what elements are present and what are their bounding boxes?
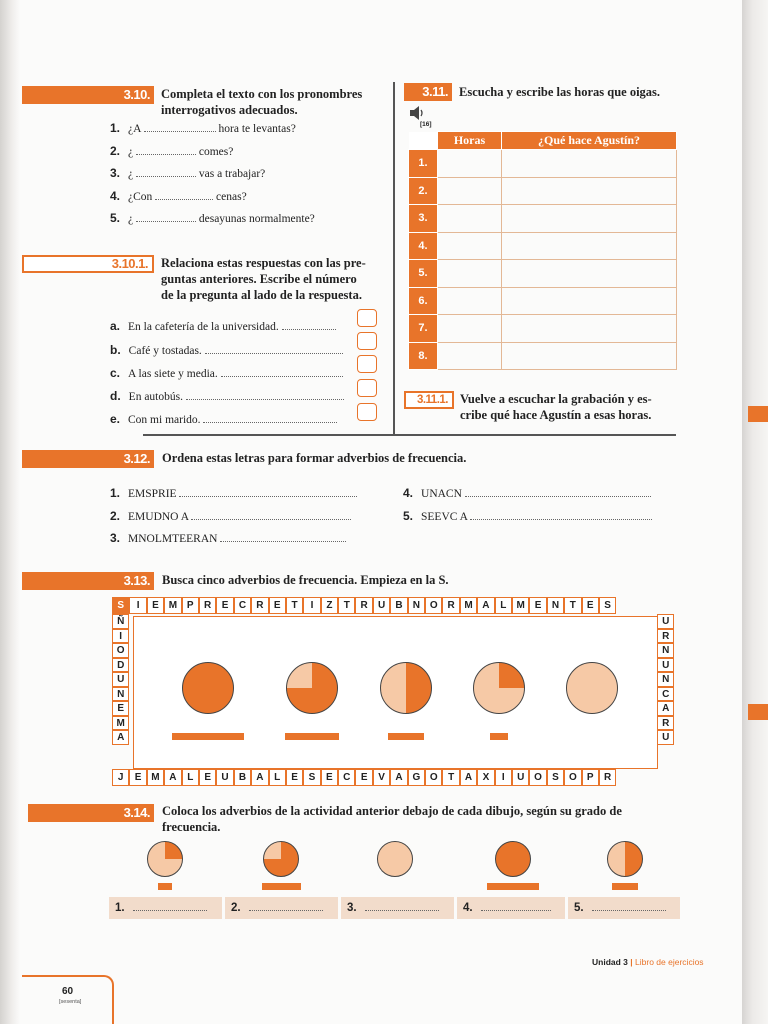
item-suffix: comes?	[198, 146, 234, 158]
wordsearch-letter[interactable]: I	[495, 769, 512, 786]
answer-blank[interactable]	[179, 487, 357, 497]
answer-blank[interactable]	[136, 145, 196, 155]
exercise-number-3-11-1: 3.11.1.	[404, 391, 454, 409]
item-letter: e.	[110, 412, 121, 426]
activity-cell[interactable]	[502, 150, 677, 178]
wordsearch-letter[interactable]: R	[657, 629, 674, 644]
wordsearch-letter[interactable]: N	[408, 597, 425, 614]
wordsearch-letter[interactable]: U	[657, 730, 674, 745]
answer-box[interactable]	[357, 403, 377, 421]
answer-blank[interactable]	[249, 901, 323, 911]
wordsearch-letter[interactable]: R	[442, 597, 459, 614]
running-footer	[592, 957, 704, 967]
item-suffix: cenas?	[216, 191, 247, 203]
frequency-pie-icon	[380, 662, 432, 714]
frequency-pie-icon	[182, 662, 234, 714]
instruction-line: Coloca los adverbios de la actividad anterior debajo de cada dibujo, según su grado de	[162, 804, 622, 818]
instruction-line: de la pregunta al lado de la respuesta.	[161, 288, 362, 302]
wordsearch-letter[interactable]: E	[269, 597, 286, 614]
hour-cell[interactable]	[438, 260, 502, 288]
exercise-number-3-12: 3.12.	[22, 450, 154, 468]
wordsearch-letter[interactable]: T	[338, 597, 355, 614]
wordsearch-letter[interactable]: U	[216, 769, 233, 786]
item-prefix: ¿A	[128, 123, 141, 135]
item-number: 1.	[110, 486, 121, 500]
wordsearch-letter[interactable]: B	[390, 597, 407, 614]
scrambled-word: SEEVC A	[421, 511, 468, 523]
wordsearch-bottom-row	[112, 769, 616, 786]
frequency-pie-icon	[495, 841, 531, 877]
unit-label: Unidad 3	[592, 957, 628, 967]
frequency-pie-icon	[377, 841, 413, 877]
answer-box[interactable]	[357, 309, 377, 327]
wordsearch-letter[interactable]: A	[251, 769, 268, 786]
wordsearch-letter[interactable]: Z	[321, 597, 338, 614]
ex312-item	[403, 509, 652, 523]
track-label: [16]	[420, 121, 432, 128]
item-suffix: hora te levantas?	[218, 123, 296, 135]
wordsearch-letter[interactable]: A	[164, 769, 181, 786]
item-number: 1.	[110, 121, 121, 135]
ex310-item	[110, 121, 296, 135]
wordsearch-letter[interactable]: O	[529, 769, 546, 786]
item-text: A las siete y media.	[128, 368, 218, 380]
item-letter: a.	[110, 319, 121, 333]
answer-box[interactable]	[357, 332, 377, 350]
answer-blank[interactable]	[191, 510, 351, 520]
row-number: 5.	[409, 260, 438, 288]
wordsearch-letter[interactable]: E	[582, 597, 599, 614]
wordsearch-letter[interactable]: U	[657, 614, 674, 629]
row-number: 8.	[409, 342, 438, 370]
scrambled-word: UNACN	[421, 488, 462, 500]
answer-field[interactable]	[341, 897, 454, 919]
edge-tab	[748, 704, 768, 720]
ex3101-item	[110, 412, 337, 426]
item-number: 5.	[403, 509, 414, 523]
page-spine	[0, 0, 20, 1024]
wordsearch-letter[interactable]: O	[112, 643, 129, 658]
wordsearch-letter[interactable]: A	[460, 769, 477, 786]
hour-cell[interactable]	[438, 342, 502, 370]
wordsearch-letter[interactable]: N	[657, 643, 674, 658]
hour-cell[interactable]	[438, 205, 502, 233]
corner-cell	[409, 132, 438, 150]
answer-number: 1.	[115, 902, 125, 914]
item-suffix: desayunas normalmente?	[198, 213, 315, 225]
frequency-pie-icon	[473, 662, 525, 714]
item-suffix: vas a trabajar?	[198, 168, 266, 180]
item-number: 2.	[110, 144, 121, 158]
dot-leader	[282, 320, 336, 330]
item-text: Con mi marido.	[128, 414, 201, 426]
wordsearch-letter[interactable]: E	[147, 597, 164, 614]
wordsearch-letter[interactable]: M	[460, 597, 477, 614]
wordsearch-letter[interactable]: D	[112, 658, 129, 673]
item-number: 3.	[110, 531, 121, 545]
item-number: 5.	[110, 211, 121, 225]
item-prefix: ¿	[128, 146, 134, 158]
wordsearch-letter[interactable]: E	[129, 769, 146, 786]
ex312-item	[403, 486, 651, 500]
exercise-number-3-11: 3.11.	[404, 83, 452, 101]
answer-blank[interactable]	[365, 901, 439, 911]
answer-blank[interactable]	[136, 212, 196, 222]
exercise-3-10-1-instruction	[161, 255, 389, 303]
frequency-pie-icon	[286, 662, 338, 714]
item-text: Café y tostadas.	[128, 345, 202, 357]
ex310-item	[110, 189, 247, 203]
activity-cell[interactable]	[502, 287, 677, 315]
row-number: 3.	[409, 205, 438, 233]
wordsearch-letter[interactable]: O	[425, 769, 442, 786]
wordsearch-letter[interactable]: L	[495, 597, 512, 614]
page-edge	[742, 0, 768, 1024]
activity-cell[interactable]	[502, 205, 677, 233]
wordsearch-letter[interactable]: U	[657, 658, 674, 673]
wordsearch-letter[interactable]: E	[355, 769, 372, 786]
answer-number: 2.	[231, 902, 241, 914]
dot-leader	[221, 367, 343, 377]
column-header-activity: ¿Qué hace Agustín?	[502, 132, 677, 150]
activity-cell[interactable]	[502, 260, 677, 288]
item-number: 4.	[110, 189, 121, 203]
item-letter: b.	[110, 343, 121, 357]
wordsearch-letter[interactable]: M	[164, 597, 181, 614]
frequency-pie-icon	[263, 841, 299, 877]
answer-field[interactable]	[225, 897, 338, 919]
wordsearch-letter[interactable]: O	[425, 597, 442, 614]
hour-cell[interactable]	[438, 315, 502, 343]
instruction-line: cribe qué hace Agustín a esas horas.	[460, 408, 652, 422]
frequency-bar	[262, 883, 301, 890]
answer-blank[interactable]	[470, 510, 652, 520]
answer-field[interactable]	[457, 897, 565, 919]
answer-box[interactable]	[357, 355, 377, 373]
column-header-hours: Horas	[438, 132, 502, 150]
wordsearch-letter[interactable]: X	[477, 769, 494, 786]
footer-separator: |	[630, 957, 633, 967]
dot-leader	[186, 390, 344, 400]
dot-leader	[205, 344, 343, 354]
wordsearch-letter[interactable]: M	[147, 769, 164, 786]
wordsearch-left-column	[112, 614, 129, 745]
frequency-bar	[172, 733, 244, 740]
instruction-line: interrogativos adecuados.	[161, 103, 298, 117]
wordsearch-letter[interactable]: V	[373, 769, 390, 786]
table-row	[409, 177, 677, 205]
page-number: 60	[62, 986, 74, 997]
wordsearch-letter[interactable]: T	[442, 769, 459, 786]
ex310-item	[110, 166, 265, 180]
item-number: 4.	[403, 486, 414, 500]
wordsearch-letter[interactable]: S	[112, 597, 129, 614]
item-letter: c.	[110, 366, 121, 380]
wordsearch-letter[interactable]: M	[112, 716, 129, 731]
wordsearch-letter[interactable]: S	[303, 769, 320, 786]
table-row	[409, 232, 677, 260]
instruction-line: Vuelve a escuchar la grabación y es-	[460, 392, 652, 406]
wordsearch-letter[interactable]: T	[286, 597, 303, 614]
frequency-pie-icon	[147, 841, 183, 877]
item-prefix: ¿Con	[128, 191, 153, 203]
wordsearch-letter[interactable]: U	[112, 672, 129, 687]
exercise-number-3-14: 3.14.	[28, 804, 154, 822]
scrambled-word: EMSPRIE	[128, 488, 177, 500]
item-letter: d.	[110, 389, 121, 403]
wordsearch-letter[interactable]: G	[408, 769, 425, 786]
activity-cell[interactable]	[502, 315, 677, 343]
wordsearch-letter[interactable]: R	[251, 597, 268, 614]
wordsearch-letter[interactable]: S	[547, 769, 564, 786]
ex310-item	[110, 211, 315, 225]
frequency-bar	[388, 733, 424, 740]
answer-number: 5.	[574, 902, 584, 914]
section-divider	[143, 434, 676, 436]
wordsearch-letter[interactable]: B	[234, 769, 251, 786]
frequency-bar	[612, 883, 638, 890]
wordsearch-letter[interactable]: L	[182, 769, 199, 786]
wordsearch-letter[interactable]: I	[129, 597, 146, 614]
wordsearch-letter[interactable]: E	[286, 769, 303, 786]
exercise-3-13-instruction: Busca cinco adverbios de frecuencia. Empieza en la S.	[162, 573, 449, 587]
instruction-line: frecuencia.	[162, 820, 221, 834]
exercise-3-12-instruction: Ordena estas letras para formar adverbios de frecuencia.	[162, 451, 467, 465]
answer-box[interactable]	[357, 379, 377, 397]
frequency-pie-icon	[607, 841, 643, 877]
ex312-item	[110, 509, 351, 523]
book-label: Libro de ejercicios	[635, 957, 704, 967]
activity-cell[interactable]	[502, 177, 677, 205]
page-number-words: [sesenta]	[59, 999, 82, 1005]
wordsearch-letter[interactable]: E	[112, 701, 129, 716]
ex312-item	[110, 486, 357, 500]
frequency-bar	[158, 883, 172, 890]
wordsearch-letter[interactable]: C	[234, 597, 251, 614]
exercise-3-10-instruction	[161, 86, 391, 118]
instruction-line: guntas anteriores. Escribe el número	[161, 272, 357, 286]
wordsearch-letter[interactable]: N	[547, 597, 564, 614]
answer-blank[interactable]	[220, 532, 346, 542]
exercise-number-3-10: 3.10.	[22, 86, 154, 104]
table-row	[409, 150, 677, 178]
item-prefix: ¿	[128, 213, 134, 225]
row-number: 2.	[409, 177, 438, 205]
wordsearch-letter[interactable]: C	[338, 769, 355, 786]
activity-cell[interactable]	[502, 342, 677, 370]
hour-cell[interactable]	[438, 150, 502, 178]
wordsearch-top-row	[112, 597, 616, 614]
scrambled-word: MNOLMTEERAN	[128, 533, 218, 545]
wordsearch-letter[interactable]: S	[599, 597, 616, 614]
answer-field[interactable]	[109, 897, 222, 919]
instruction-line: Completa el texto con los pronombres	[161, 87, 363, 101]
item-text: En la cafetería de la universidad.	[128, 321, 279, 333]
row-number: 7.	[409, 315, 438, 343]
answer-blank[interactable]	[592, 901, 666, 911]
wordsearch-letter[interactable]: E	[529, 597, 546, 614]
wordsearch-letter[interactable]: J	[112, 769, 129, 786]
frequency-bar	[490, 733, 508, 740]
frequency-bar	[285, 733, 339, 740]
dot-leader	[203, 413, 337, 423]
wordsearch-letter[interactable]: R	[199, 597, 216, 614]
wordsearch-letter[interactable]: L	[269, 769, 286, 786]
exercise-3-14-instruction	[162, 803, 684, 835]
wordsearch-letter[interactable]: R	[599, 769, 616, 786]
row-number: 4.	[409, 232, 438, 260]
hour-cell[interactable]	[438, 177, 502, 205]
answer-blank[interactable]	[155, 190, 213, 200]
table-row	[409, 287, 677, 315]
hour-cell[interactable]	[438, 232, 502, 260]
column-divider	[393, 82, 395, 435]
exercise-number-3-13: 3.13.	[22, 572, 154, 590]
wordsearch-letter[interactable]: A	[112, 730, 129, 745]
wordsearch-letter[interactable]: P	[182, 597, 199, 614]
wordsearch-letter[interactable]: P	[582, 769, 599, 786]
scrambled-word: EMUDNO A	[128, 511, 189, 523]
wordsearch-letter[interactable]: O	[564, 769, 581, 786]
ex312-item	[110, 531, 346, 545]
item-prefix: ¿	[128, 168, 134, 180]
ex3101-item	[110, 319, 336, 333]
hours-table	[408, 131, 677, 370]
wordsearch-right-column	[657, 614, 674, 745]
wordsearch-letter[interactable]: C	[657, 687, 674, 702]
wordsearch-letter[interactable]: E	[199, 769, 216, 786]
item-number: 2.	[110, 509, 121, 523]
instruction-line: Relaciona estas respuestas con las pre-	[161, 256, 366, 270]
wordsearch-letter[interactable]: N	[657, 672, 674, 687]
frequency-bar	[487, 883, 539, 890]
answer-blank[interactable]	[465, 487, 651, 497]
item-text: En autobús.	[128, 391, 183, 403]
answer-blank[interactable]	[133, 901, 207, 911]
wordsearch-letter[interactable]: A	[657, 701, 674, 716]
wordsearch-letter[interactable]: U	[373, 597, 390, 614]
answer-blank[interactable]	[481, 901, 551, 911]
wordsearch-letter[interactable]: T	[564, 597, 581, 614]
wordsearch-letter[interactable]: E	[216, 597, 233, 614]
answer-number: 3.	[347, 902, 357, 914]
table-header-row	[409, 132, 677, 150]
row-number: 1.	[409, 150, 438, 178]
wordsearch-letter[interactable]: N	[112, 687, 129, 702]
wordsearch-letter[interactable]: I	[112, 629, 129, 644]
table-row	[409, 205, 677, 233]
hour-cell[interactable]	[438, 287, 502, 315]
table-row	[409, 342, 677, 370]
table-row	[409, 260, 677, 288]
answer-number: 4.	[463, 902, 473, 914]
wordsearch-letter[interactable]: I	[303, 597, 320, 614]
wordsearch-letter[interactable]: R	[657, 716, 674, 731]
frequency-pie-icon	[566, 662, 618, 714]
ex310-item	[110, 144, 233, 158]
wordsearch-letter[interactable]: U	[512, 769, 529, 786]
ex3101-item	[110, 389, 344, 403]
wordsearch-letter[interactable]: Ñ	[112, 614, 129, 629]
wordsearch-letter[interactable]: R	[355, 597, 372, 614]
item-number: 3.	[110, 166, 121, 180]
ex3101-item	[110, 343, 343, 357]
wordsearch-letter[interactable]: M	[512, 597, 529, 614]
exercise-3-11-instruction: Escucha y escribe las horas que oigas.	[459, 85, 661, 99]
exercise-number-3-10-1: 3.10.1.	[22, 255, 154, 273]
exercise-3-11-1-instruction	[460, 391, 682, 423]
answer-blank[interactable]	[144, 122, 216, 132]
edge-tab	[748, 406, 768, 422]
wordsearch-letter[interactable]: A	[390, 769, 407, 786]
table-row	[409, 315, 677, 343]
wordsearch-letter[interactable]: A	[477, 597, 494, 614]
activity-cell[interactable]	[502, 232, 677, 260]
wordsearch-letter[interactable]: E	[321, 769, 338, 786]
row-number: 6.	[409, 287, 438, 315]
answer-blank[interactable]	[136, 167, 196, 177]
answer-field[interactable]	[568, 897, 680, 919]
ex3101-item	[110, 366, 343, 380]
